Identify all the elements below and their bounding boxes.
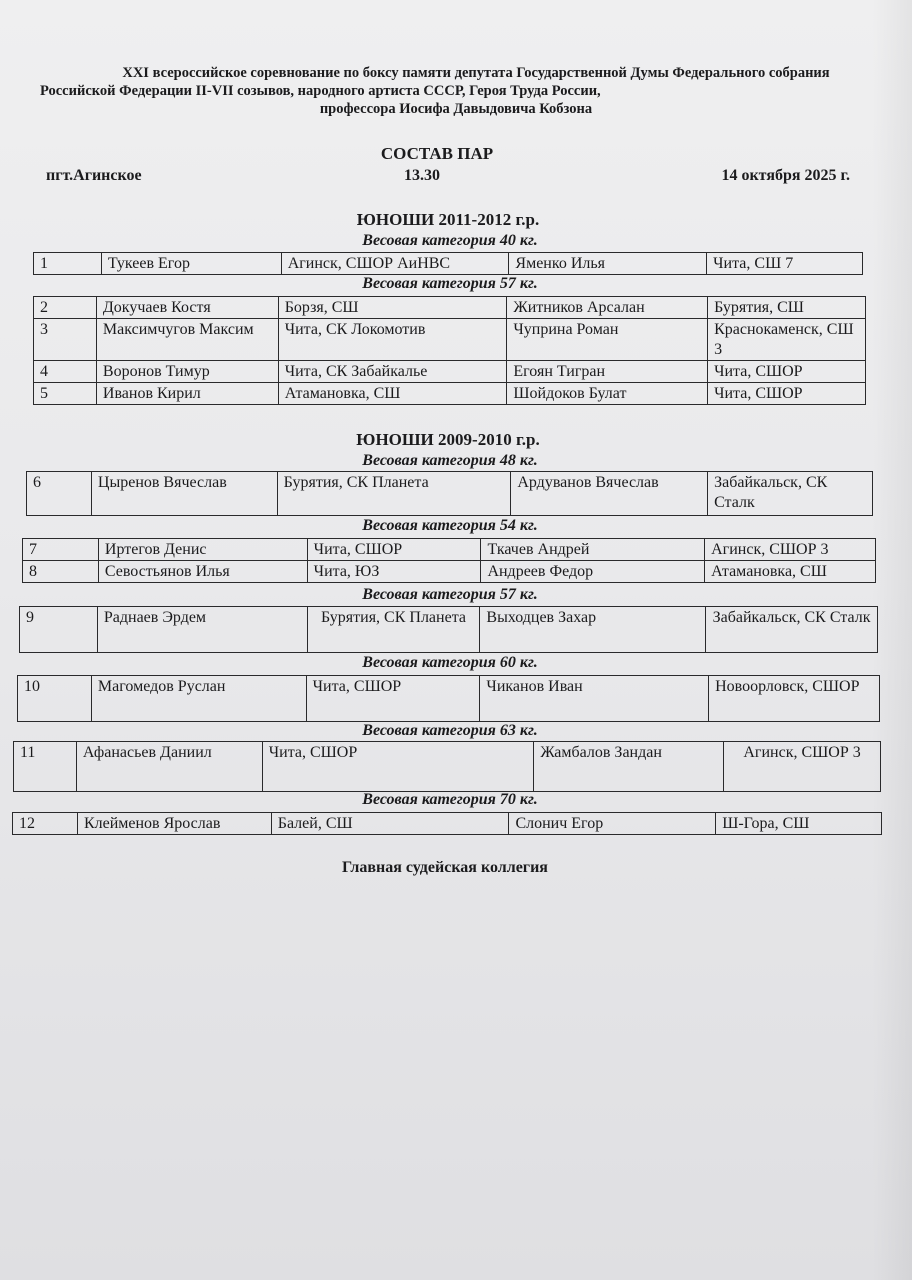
weight-category-title: Весовая категория 57 кг. [362, 275, 538, 292]
boxer-red-name: Цыренов Вячеслав [91, 472, 277, 516]
boxer-red-club: Атамановка, СШ [278, 383, 507, 405]
pairs-table [13, 741, 881, 792]
event-place: пгт.Агинское [46, 167, 142, 184]
pair-number: 9 [20, 607, 98, 653]
table-row [34, 253, 863, 275]
pair-number: 3 [34, 319, 97, 361]
boxer-red-club: Бурятия, СК Планета [277, 472, 511, 516]
pair-number: 8 [23, 561, 99, 583]
boxer-red-name: Докучаев Костя [96, 297, 278, 319]
boxer-red-club: Чита, СШОР [262, 742, 534, 792]
boxer-red-name: Максимчугов Максим [96, 319, 278, 361]
boxer-blue-name: Чуприна Роман [507, 319, 708, 361]
pair-number: 2 [34, 297, 97, 319]
pair-number: 1 [34, 253, 102, 275]
pair-number: 10 [18, 676, 92, 722]
boxer-red-name: Тукеев Егор [101, 253, 281, 275]
boxer-blue-name: Чиканов Иван [480, 676, 709, 722]
pair-number: 4 [34, 361, 97, 383]
weight-category-title: Весовая категория 54 кг. [362, 517, 538, 534]
header-line-2: Российской Федерации II-VII созывов, народного артиста СССР, Героя Труда России, [40, 83, 601, 99]
table-row [34, 361, 866, 383]
table-row [13, 813, 882, 835]
boxer-red-name: Иванов Кирил [96, 383, 278, 405]
document-title: СОСТАВ ПАР [380, 144, 494, 163]
pair-number: 7 [23, 539, 99, 561]
pairs-table [33, 296, 866, 405]
boxer-blue-club: Забайкальск, СК Сталк [708, 472, 873, 516]
pairs-table [26, 471, 873, 516]
pair-number: 6 [27, 472, 92, 516]
weight-category-title: Весовая категория 57 кг. [362, 586, 538, 603]
event-time: 13.30 [404, 167, 440, 184]
boxer-red-club: Чита, СШОР [306, 676, 480, 722]
pair-number: 12 [13, 813, 78, 835]
table-row [34, 297, 866, 319]
table-row [23, 561, 876, 583]
boxer-blue-club: Новоорловск, СШОР [709, 676, 880, 722]
event-info-row [0, 167, 912, 189]
boxer-red-club: Чита, ЮЗ [307, 561, 481, 583]
pairs-table [17, 675, 880, 722]
boxer-blue-name: Андреев Федор [481, 561, 705, 583]
pair-number: 5 [34, 383, 97, 405]
boxer-red-club: Бурятия, СК Планета [307, 607, 480, 653]
age-group-title: ЮНОШИ 2009-2010 г.р. [356, 430, 540, 449]
boxer-blue-club: Чита, СШ 7 [707, 253, 863, 275]
boxer-red-name: Воронов Тимур [96, 361, 278, 383]
boxer-red-name: Севостьянов Илья [98, 561, 307, 583]
boxer-red-club: Агинск, СШОР АиНВС [281, 253, 509, 275]
boxer-blue-name: Ардуванов Вячеслав [511, 472, 708, 516]
weight-category-title: Весовая категория 70 кг. [362, 791, 538, 808]
boxer-blue-name: Яменко Илья [509, 253, 707, 275]
boxer-red-name: Клейменов Ярослав [77, 813, 271, 835]
boxer-red-name: Иртегов Денис [98, 539, 307, 561]
boxer-blue-club: Бурятия, СШ [708, 297, 866, 319]
pairs-table [12, 812, 882, 835]
table-row [27, 472, 873, 516]
boxer-blue-name: Егоян Тигран [507, 361, 708, 383]
weight-category-title: Весовая категория 63 кг. [362, 722, 538, 739]
pair-number: 11 [14, 742, 77, 792]
page-shadow [872, 0, 912, 1280]
boxer-red-name: Раднаев Эрдем [97, 607, 307, 653]
boxer-blue-name: Жамбалов Зандан [534, 742, 724, 792]
boxer-red-name: Магомедов Руслан [91, 676, 306, 722]
boxer-red-club: Чита, СК Забайкалье [278, 361, 507, 383]
boxer-blue-name: Шойдоков Булат [507, 383, 708, 405]
weight-category-title: Весовая категория 48 кг. [362, 452, 538, 469]
boxer-red-name: Афанасьев Даниил [76, 742, 262, 792]
event-date: 14 октября 2025 г. [721, 167, 850, 184]
boxer-red-club: Борзя, СШ [278, 297, 507, 319]
boxer-blue-club: Забайкальск, СК Сталк [706, 607, 878, 653]
table-row [23, 539, 876, 561]
weight-category-title: Весовая категория 60 кг. [362, 654, 538, 671]
table-row [20, 607, 878, 653]
boxer-blue-club: Чита, СШОР [708, 383, 866, 405]
boxer-red-club: Балей, СШ [271, 813, 509, 835]
boxer-blue-name: Выходцев Захар [480, 607, 706, 653]
boxer-blue-club: Краснокаменск, СШ 3 [708, 319, 866, 361]
competition-header [20, 64, 892, 118]
pairs-table [33, 252, 863, 275]
pairs-table [22, 538, 876, 583]
judges-signature-line: Главная судейская коллегия [342, 859, 548, 876]
boxer-blue-name: Слонич Егор [509, 813, 716, 835]
boxer-blue-club: Чита, СШОР [708, 361, 866, 383]
table-row [18, 676, 880, 722]
weight-category-title: Весовая категория 40 кг. [362, 232, 538, 249]
header-line-1: XXI всероссийское соревнование по боксу памяти депутата Государственной Думы Федерального собрания [122, 65, 830, 81]
table-row [34, 319, 866, 361]
pairs-table [19, 606, 878, 653]
age-group-title: ЮНОШИ 2011-2012 г.р. [356, 210, 540, 229]
table-row [34, 383, 866, 405]
boxer-blue-club: Атамановка, СШ [705, 561, 876, 583]
boxer-blue-club: Агинск, СШОР 3 [705, 539, 876, 561]
header-line-3: профессора Иосифа Давыдовича Кобзона [319, 101, 593, 117]
boxer-red-club: Чита, СК Локомотив [278, 319, 507, 361]
boxer-blue-club: Ш-Гора, СШ [716, 813, 882, 835]
boxer-blue-club: Агинск, СШОР 3 [724, 742, 881, 792]
table-row [14, 742, 881, 792]
boxer-blue-name: Житников Арсалан [507, 297, 708, 319]
boxer-blue-name: Ткачев Андрей [481, 539, 705, 561]
boxer-red-club: Чита, СШОР [307, 539, 481, 561]
